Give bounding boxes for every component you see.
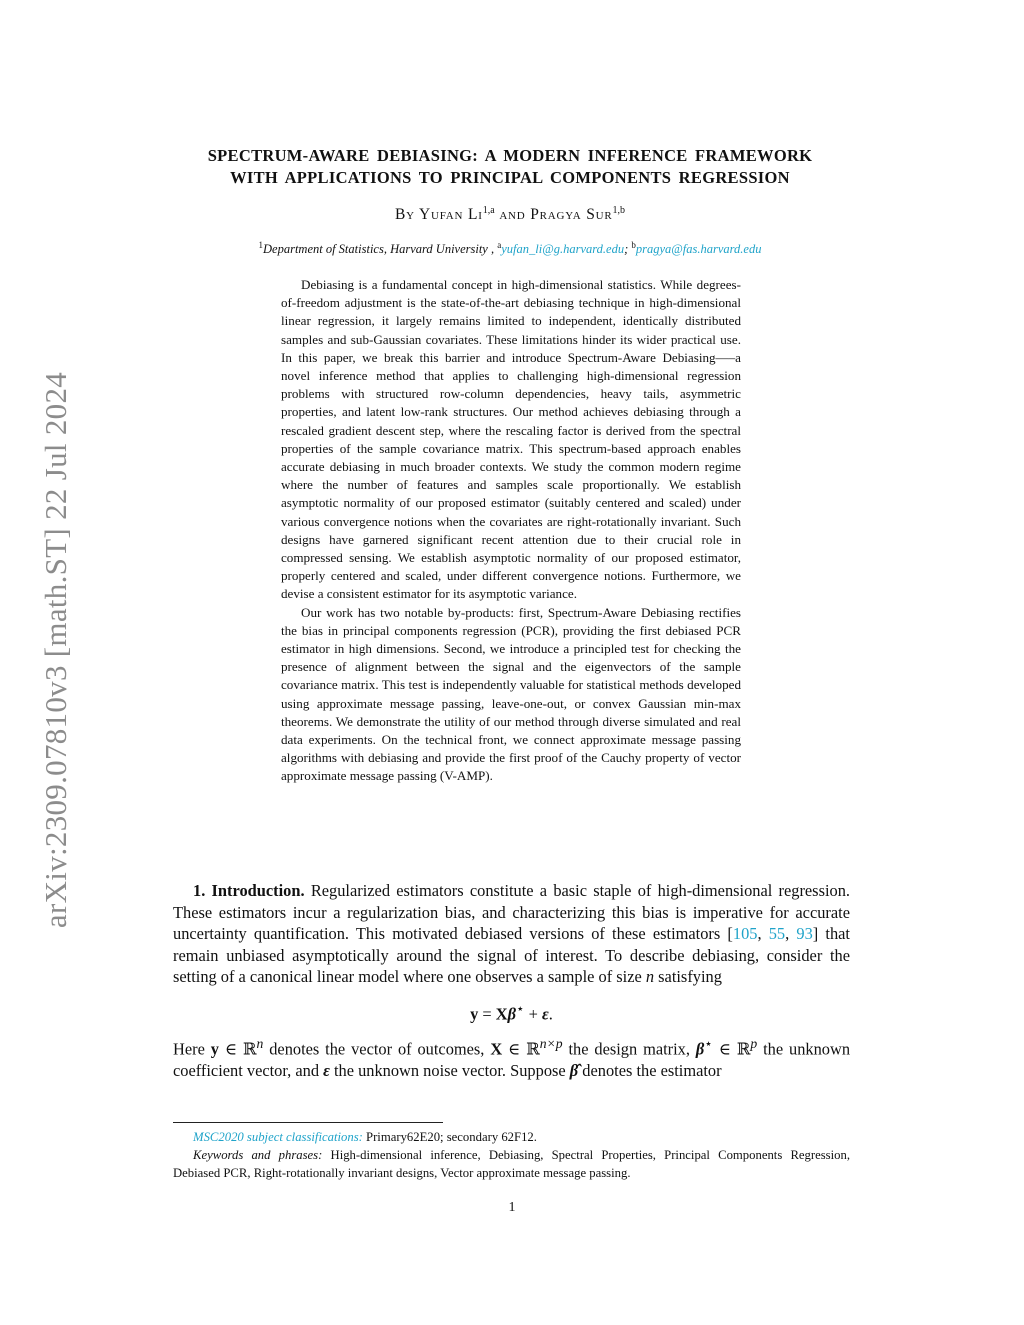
arxiv-identifier-stamp: [36, 345, 76, 955]
email-link-b[interactable]: pragya@fas.harvard.edu: [635, 242, 762, 257]
msc-classification-link[interactable]: MSC2020 subject classifications:: [193, 1130, 363, 1144]
here-text-3: denotes the vector of outcomes,: [263, 1039, 491, 1059]
author-1-superscript: 1,a: [482, 205, 495, 216]
introduction-section: [173, 880, 850, 1082]
by-word: By: [394, 206, 419, 224]
msc-footnote: [173, 1128, 850, 1146]
email-separator: ;: [624, 242, 632, 257]
email-b-superscript: b: [631, 240, 636, 250]
msc-value: Primary62E20; secondary 62F12.: [362, 1130, 537, 1144]
citation-link-105[interactable]: 105: [732, 924, 758, 944]
eq-star: ⋆: [516, 1000, 525, 1016]
here-text-2: ∈ ℝ: [218, 1039, 257, 1059]
variable-n: n: [645, 967, 655, 987]
linear-model-equation: [173, 998, 850, 1025]
keywords-value: High-dimensional inference, Debiasing, Spectral Properties, Principal Components Regression, Debiased PCR, Right-rotationally invariant designs, Vector approximate message passing.: [173, 1148, 850, 1180]
eq-x: X: [495, 1004, 508, 1024]
author-line: [160, 205, 860, 224]
section-heading: 1. Introduction.: [193, 881, 305, 900]
abstract-paragraph-1: Debiasing is a fundamental concept in high-dimensional statistics. While degrees-of-freedom adjustment is the state-of-the-art debiasing technique in high-dimensional linear regression, it largely remains limited to independent, identically distributed samples and sub-Gaussian covariates. These limitations hinder its wider practical use. In this paper, we break this barrier and introduce Spectrum-Aware Debiasing—–a novel inference method that applies to challenging high-dimensional regression problems with structured row-column dependencies, heavy tails, asymmetric properties, and latent low-rank structures. Our method achieves debiasing through a rescaled gradient descent step, where the rescaling factor is derived from the spectral properties of the sample covariance matrix. This spectrum-based approach enables accurate debiasing in much broader contexts. We study the common modern regime where the number of features and samples scale proportionally. We establish asymptotic normality of our proposed estimator (suitably centered and scaled) under various convergence notions when the covariates are right-rotationally invariant. Such designs have garnered significant recent attention due to their crucial role in compressed sensing. We establish asymptotic normality of our proposed estimator, properly centered and scaled, under different convergence notions. Furthermore, we devise a consistent estimator for its asymptotic variance.: [281, 277, 741, 602]
affiliation-superscript: 1: [258, 240, 263, 250]
here-text-5: the design matrix,: [562, 1039, 696, 1059]
here-text-4: ∈ ℝ: [502, 1039, 540, 1059]
here-beta-hat: β̂: [569, 1061, 579, 1081]
affiliation-line: [160, 240, 860, 257]
here-y: y: [210, 1039, 219, 1059]
eq-epsilon: ε: [542, 1004, 549, 1024]
footnote-rule: [173, 1122, 443, 1123]
email-a-superscript: a: [497, 240, 502, 250]
author-2: Pragya Sur: [530, 206, 613, 224]
eq-beta: β: [507, 1004, 517, 1024]
here-np-sup: n×p: [539, 1036, 563, 1052]
eq-y: y: [470, 1004, 479, 1024]
citation-link-93[interactable]: 93: [796, 924, 813, 944]
footnotes: [173, 1128, 850, 1182]
arxiv-stamp-text: arXiv:2309.07810v3 [math.ST] 22 Jul 2024: [38, 371, 73, 929]
and-word: and: [494, 206, 531, 224]
here-text-8: the unknown noise vector. Suppose: [329, 1061, 570, 1081]
here-beta: β: [695, 1039, 705, 1059]
here-text-6: ∈ ℝ: [712, 1039, 751, 1059]
email-link-a[interactable]: yufan_li@g.harvard.edu: [501, 242, 625, 257]
eq-period: .: [548, 1004, 553, 1024]
eq-plus: +: [524, 1004, 543, 1024]
author-1: Yufan Li: [418, 206, 483, 224]
citation-separator-1: ,: [757, 924, 769, 944]
here-epsilon: ε: [323, 1061, 330, 1081]
paper-title: [160, 145, 860, 189]
intro-text-a: Regularized estimators constitute a basic staple of high-dimensional regression. These estimators incur a regularization bias, and characterizing this bias is imperative for accurate uncertainty quantification. This motivated debiased versions of these estimators [: [173, 881, 850, 944]
citation-separator-2: ,: [785, 924, 797, 944]
intro-paragraph: [173, 880, 850, 988]
abstract-paragraph-2: Our work has two notable by-products: first, Spectrum-Aware Debiasing rectifies the bias in principal components regression (PCR), providing the first debiased PCR estimator in high dimensions. Second, we introduce a principled test for checking the presence of alignment between the signal and the eigenvectors of the sample covariance matrix. This test is independently valuable for statistical methods developed using approximate message passing, leave-one-out, or convex Gaussian min-max theorems. We demonstrate the utility of our method through diverse simulated and real data experiments. On the technical front, we connect approximate message passing algorithms with debiasing and provide the first proof of the Cauchy property of vector approximate message passing (V-AMP).: [281, 604, 741, 784]
here-n-sup: n: [256, 1036, 264, 1052]
here-x: X: [490, 1039, 503, 1059]
here-text-1: Here: [173, 1039, 211, 1059]
here-paragraph: [173, 1033, 850, 1082]
here-text-7: the unknown coefficient vector, and: [173, 1039, 851, 1081]
affiliation-text: Department of Statistics, Harvard University ,: [263, 242, 498, 257]
author-2-superscript: 1,b: [612, 205, 626, 216]
citation-link-55[interactable]: 55: [768, 924, 786, 944]
eq-equals: =: [478, 1004, 496, 1024]
here-text-9: denotes the estimator: [578, 1061, 722, 1081]
keywords-label: Keywords and phrases:: [193, 1148, 323, 1162]
title-line-2: WITH APPLICATIONS TO PRINCIPAL COMPONENTS REGRESSION: [230, 168, 790, 187]
here-p-sup: p: [750, 1036, 758, 1052]
here-star: ⋆: [704, 1036, 713, 1052]
page-number: 1: [508, 1200, 516, 1215]
keywords-footnote: [173, 1146, 850, 1182]
title-line-1: SPECTRUM-AWARE DEBIASING: A MODERN INFERENCE FRAMEWORK: [207, 146, 813, 165]
intro-text-c: satisfying: [654, 967, 722, 987]
intro-text-b: ] that remain unbiased asymptotically around the signal of interest. To describe debiasing, consider the setting of a canonical linear model where one observes a sample of size: [173, 924, 850, 987]
abstract: [281, 276, 741, 786]
